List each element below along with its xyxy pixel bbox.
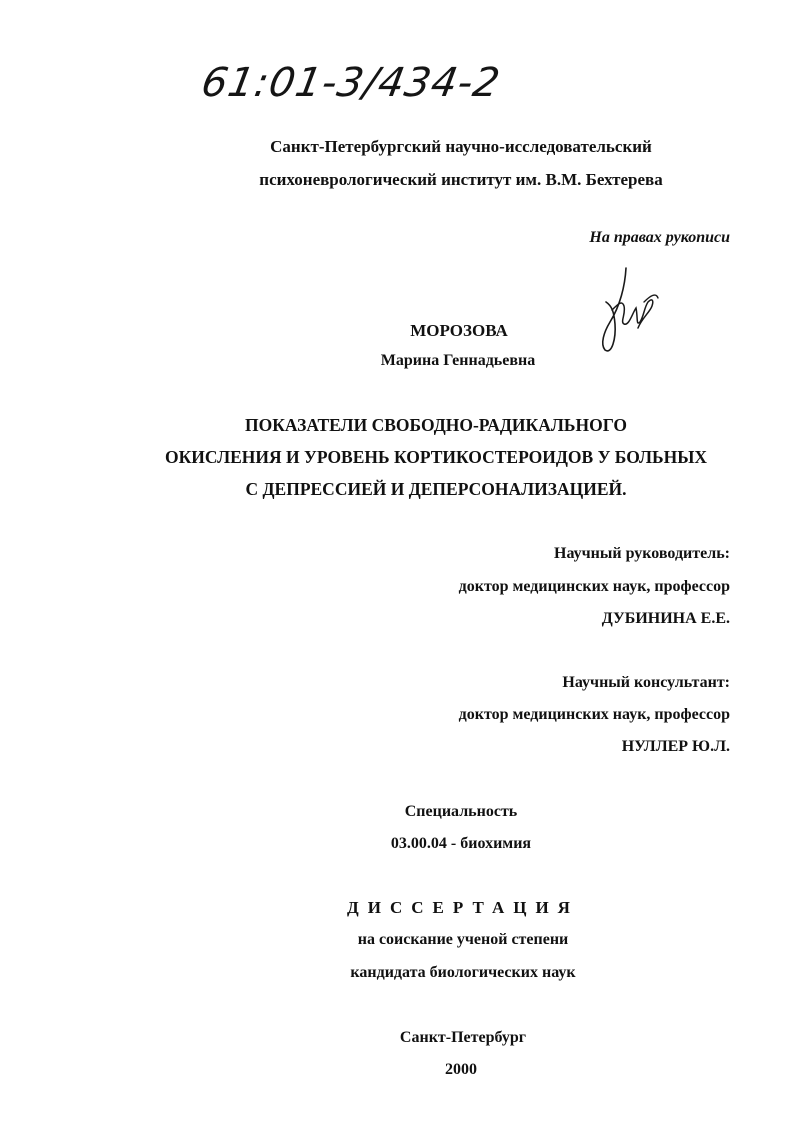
footer-city: Санкт-Петербург [399, 1029, 527, 1046]
manuscript-note: На правах рукописи [589, 229, 730, 246]
consultant-role: Научный консультант: [562, 674, 730, 691]
supervisor-name: ДУБИНИНА Е.Е. [601, 610, 730, 627]
title-line-1: ПОКАЗАТЕЛИ СВОБОДНО-РАДИКАЛЬНОГО [244, 415, 628, 435]
author-surname: МОРОЗОВА [410, 321, 508, 340]
consultant-name: НУЛЛЕР Ю.Л. [621, 738, 730, 755]
footer-year: 2000 [445, 1061, 477, 1078]
institution-line-2: психоневрологический институт им. В.М. Бехтерева [259, 170, 663, 189]
supervisor-degree: доктор медицинских наук, профессор [458, 578, 730, 595]
author-given-names: Марина Геннадьевна [380, 352, 536, 369]
specialty-value: 03.00.04 - биохимия [390, 835, 532, 852]
dissertation-heading: ДИССЕРТАЦИЯ [347, 898, 579, 917]
specialty-label: Специальность [404, 803, 518, 820]
signature [592, 262, 664, 358]
institution-line-1: Санкт-Петербургский научно-исследовательский [270, 137, 652, 156]
supervisor-role: Научный руководитель: [554, 545, 730, 562]
title-line-2: ОКИСЛЕНИЯ И УРОВЕНЬ КОРТИКОСТЕРОИДОВ У БОЛЬНЫХ [164, 447, 708, 467]
dissertation-line-1: на соискание ученой степени [357, 931, 569, 948]
dissertation-line-2: кандидата биологических наук [350, 964, 576, 981]
title-line-3: С ДЕПРЕССИЕЙ И ДЕПЕРСОНАЛИЗАЦИЕЙ. [245, 479, 627, 499]
archive-number-handwritten: 61:01-3/434-2 [197, 60, 504, 106]
consultant-degree: доктор медицинских наук, профессор [458, 706, 730, 723]
